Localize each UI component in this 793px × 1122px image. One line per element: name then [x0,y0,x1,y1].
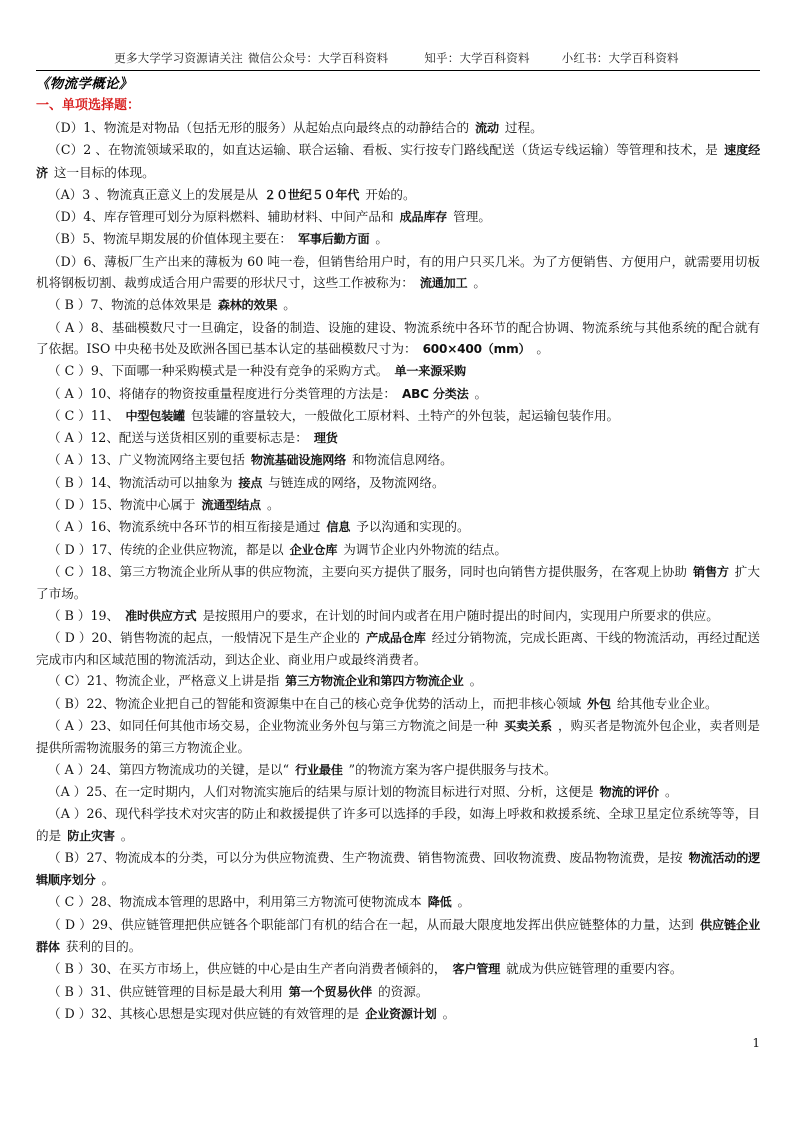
question-item [36,561,760,605]
question-number: 22、 [86,695,116,711]
question-text: 。 [536,340,549,356]
question-item [36,449,760,471]
question-text: 将储存的物资按重量程度进行分类管理的方法是： [118,385,396,401]
question-item [36,516,760,538]
question-text: 在买方市场上，供应链的中心是由生产者向消费者倾斜的， [119,961,447,977]
answer-choice: （A） [48,186,83,202]
question-number: 12、 [90,430,119,446]
question-number: 25、 [86,783,115,799]
question-text: 。 [474,385,488,401]
answer-blank-text: 行业最佳 [295,762,343,777]
answer-blank-text: 物流的评价 [599,784,659,799]
question-text: 传统的企业供应物流，都是以 [119,541,284,557]
question-number: 21、 [86,673,116,689]
answer-blank-text: 供应链企业群体 [36,917,760,954]
question-item [36,759,760,781]
answer-choice: （ A ） [48,761,91,777]
question-item [36,539,760,561]
answer-blank-text: 第三方物流企业和第四方物流企业 [285,674,464,689]
question-text: 在一定时期内，人们对物流实施后的结果与原计划的物流目标进行对照、分析，这便是 [114,783,594,799]
xiaohongshu-label: 小红书： [561,51,609,65]
question-number: 2 、 [83,142,109,158]
question-number: 29、 [91,916,121,932]
answer-choice: （C） [48,142,84,158]
question-text: 供应链管理的目标是最大利用 [119,983,283,999]
question-text: 与链连成的网络，及物流网络。 [268,474,445,490]
answer-choice: （A ） [48,806,87,822]
question-text: 供应链管理把供应链各个职能部门有机的结合在一起，从而最大限度地发挥出供应链整体的力量，达到 [120,916,694,932]
promo-line [0,50,793,66]
question-text: 这一目标的体现。 [53,164,155,180]
answer-choice: （ C ） [48,563,91,579]
question-item [36,1003,760,1025]
question-text: 和物流信息网络。 [352,452,453,468]
question-text: 物流早期发展的价值体现主要在： [103,231,292,247]
answer-blank-text: 森林的效果 [217,298,278,313]
answer-blank-text: 接点 [238,475,263,490]
answer-blank-text: 准时供应方式 [125,608,197,623]
question-number: 26、 [86,806,116,822]
question-text: 物流企业把自己的智能和资源集中在自己的核心竞争优势的活动上，而把非核心领域 [115,695,582,711]
question-text: 其核心思想是实现对供应链的有效管理的是 [119,1005,360,1021]
question-text: 第四方物流成功的关键，是以“ [118,761,290,777]
question-item [36,803,760,847]
wechat-label: 微信公众号： [247,51,319,65]
question-text: 。 [469,673,483,689]
question-text: 经过分销物流，完成长距离、干线的物流活动，再经过配送完成市内和区域范围的物流活动，到达企业、商业用户或最终消费者。 [36,629,760,668]
question-item [36,958,760,980]
question-number: 31、 [90,983,120,999]
answer-blank-text: 信息 [326,520,351,535]
question-item [36,228,760,250]
answer-choice: （ A ） [48,385,91,401]
answer-choice: （ A ） [48,452,91,468]
question-number: 3 、 [82,186,107,202]
answer-choice: （ A ） [48,430,91,446]
question-text: 物流真正意义上的发展是从 [106,186,259,202]
question-text: 物流活动可以抽象为 [119,474,233,490]
answer-choice: （ B ） [48,474,91,490]
answer-blank-text: 理货 [313,431,338,446]
question-item [36,117,760,139]
answer-choice: （ D ） [48,916,92,932]
answer-blank-text: 客户管理 [452,962,501,977]
question-text: 物流中心属于 [119,497,196,513]
question-text: 物流是对物品（包括无形的服务）从起始点向最终点的动静结合的 [103,120,470,135]
question-number: 23、 [90,718,120,734]
answer-blank-text: 600×400（mm） [422,341,531,356]
answer-choice: （A ） [48,783,87,799]
answer-blank-text: 流通型结点 [201,498,261,513]
question-number: 10、 [90,385,119,401]
header-divider [36,70,760,71]
answer-choice: （ B ） [48,961,91,977]
question-item [36,494,760,516]
question-item [36,206,760,228]
answer-blank-text: 企业资源计划 [365,1006,437,1021]
question-text: 予以沟通和实现的。 [356,519,470,535]
answer-blank-text: 外包 [587,696,611,711]
answer-choice: （ D ） [48,1005,92,1021]
question-number: 24、 [90,761,119,777]
question-number: 9、 [90,363,112,379]
answer-blank-text: 防止灾害 [67,828,115,843]
document-body [36,74,760,1025]
question-text: 扩大了市场。 [36,563,761,602]
answer-choice: （ C ） [48,363,91,379]
question-text: 配送与送货相区别的重要标志是： [118,430,308,446]
question-text: 。 [442,1005,456,1021]
question-item [36,627,760,671]
section-heading: 一、单项选择题： [36,98,141,113]
answer-blank-text: 速度经济 [36,143,761,180]
question-text: 给其他专业企业。 [616,695,718,711]
question-item [36,294,760,316]
answer-choice: （ C ） [48,407,91,423]
question-text: 物流系统中各环节的相互衔接是通过 [118,519,321,535]
answer-choice: （ D ） [48,497,92,513]
wechat-value: 大学百科资料 [318,51,389,65]
question-text: 是按照用户的要求，在计划的时间内或者在用户随时提出的时间内，实现用户所要求的供应。 [202,607,719,623]
question-text: 。 [473,275,486,291]
question-item [36,981,760,1003]
answer-choice: （ A ） [48,319,91,335]
question-number: 28、 [90,894,120,910]
question-number: 4、 [83,209,104,225]
question-text: 物流的总体效果是 [111,297,212,313]
question-number: 11、 [90,407,120,423]
answer-choice: （ D ） [48,541,92,557]
question-text: 广义物流网络主要包括 [118,452,245,468]
question-text: 。 [120,827,134,843]
question-item [36,847,760,892]
question-text: 包装罐的容量较大，一般做化工原材料、土特产的外包装，起运输包装作用。 [190,407,620,423]
answer-choice: （ B） [48,849,87,865]
answer-choice: （B） [48,231,83,247]
question-item [36,891,760,913]
question-text: 。 [101,872,115,888]
question-text: 开始的。 [365,186,416,202]
answer-choice: （ B ） [48,297,91,313]
question-number: 27、 [86,849,116,865]
question-number: 30、 [90,961,120,977]
question-number: 19、 [90,607,120,623]
answer-choice: （ C） [48,673,87,689]
answer-blank-text: 流通加工 [419,276,468,291]
answer-choice: （ B） [48,695,87,711]
question-list [36,117,760,1025]
answer-blank-text: 物流基础设施网络 [250,453,347,468]
question-item [36,693,760,715]
zhihu-value: 大学百科资料 [459,51,530,65]
question-text: 。 [266,497,280,513]
question-text: 获利的目的。 [65,938,142,954]
answer-blank-text: 企业仓库 [289,542,338,557]
question-text: 管理。 [453,209,491,225]
question-item [36,427,760,449]
question-text: 库存管理可划分为原料燃料、辅助材料、中间产品和 [103,209,394,225]
answer-blank-text: 第一个贸易伙伴 [288,984,373,999]
question-item [36,715,760,759]
question-number: 1、 [83,120,104,135]
question-text: ”的物流方案为客户提供服务与技术。 [348,761,557,777]
question-text: 下面哪一种采购模式是一种没有竞争的采购方式。 [111,363,389,379]
question-text: 就成为供应链管理的重要内容。 [506,961,683,977]
question-item [36,405,760,427]
question-number: 32、 [91,1005,120,1021]
answer-blank-text: ABC 分类法 [401,386,469,401]
question-text: 现代科学技术对灾害的防止和救援提供了许多可以选择的手段，如海上呼救和救援系统、全球卫星定位系统等等，目的是 [36,806,760,843]
answer-blank-text: 买卖关系 [504,719,552,734]
question-item [36,360,760,382]
question-item [36,670,760,692]
answer-blank-text: ２０世纪５０年代 [264,187,360,202]
answer-blank-text: 产成品仓库 [366,630,426,645]
question-item [36,317,760,361]
question-number: 20、 [91,629,121,645]
question-item [36,605,760,627]
question-text: 物流成本的分类，可以分为供应物流费、生产物流费、销售物流费、回收物流费、废品物物流费，是按 [115,849,683,865]
question-number: 17、 [91,541,120,557]
question-number: 16、 [90,519,119,535]
page-title: 《物流学概论》 [36,76,133,92]
answer-blank-text: 降低 [427,895,452,910]
header-banner [0,0,793,71]
question-item [36,781,760,803]
answer-choice: （D） [48,209,84,225]
question-item [36,184,760,206]
question-number: 15、 [91,497,120,513]
question-text: 。 [375,231,388,247]
question-number: 13、 [90,452,119,468]
answer-choice: （ B ） [48,607,91,623]
xiaohongshu-value: 大学百科资料 [608,51,679,65]
answer-choice: （ D ） [48,629,92,645]
question-text: 薄板厂生产出来的薄板为 60 吨一卷，但销售给用户时，有的用户只买几米。为了方便销售、方便用户，就需要用切板机将钢板切割、裁剪成适合用户需要的形状尺寸，这些工作被称为： [36,253,760,291]
question-text: 销售物流的起点，一般情况下是生产企业的 [120,629,361,645]
answer-blank-text: 销售方 [693,564,729,579]
question-item [36,139,760,184]
question-text: 如同任何其他市场交易，企业物流业务外包与第三方物流之间是一种 [119,718,499,734]
question-text: 基础模数尺寸一旦确定，设备的制造、设施的建设、物流系统中各环节的配合协调、物流系统与其他系统的配合就有了依据。ISO 中央秘书处及欧洲各国已基本认定的基础模数尺寸为： [36,319,761,356]
question-number: 5、 [82,231,104,247]
question-text: 在物流领域采取的，如直达运输、联合运输、看板、实行按专门路线配送（货运专线运输）等管理和技术，是 [108,142,718,158]
answer-choice: （ B ） [48,983,91,999]
question-text: ，购买者是物流外包企业，卖者则是提供所需物流服务的第三方物流企业。 [36,718,761,756]
question-text: 物流企业，严格意义上讲是指 [115,673,280,689]
answer-blank-text: 流动 [475,121,499,135]
question-text: 。 [664,783,678,799]
question-number: 7、 [90,297,112,313]
answer-choice: （D） [48,253,84,269]
answer-choice: （ A ） [48,519,91,535]
answer-blank-text: 成品库存 [399,210,448,225]
question-text: 。 [283,297,296,313]
question-item [36,914,760,959]
promo-prefix: 更多大学学习资源请关注 [114,51,243,65]
question-text: 第三方物流企业所从事的供应物流，主要向买方提供了服务，同时也向销售方提供服务，在客观上协助 [119,563,688,579]
answer-choice: （D） [48,120,84,135]
answer-blank-text: 中型包装罐 [125,408,185,423]
question-number: 18、 [90,563,120,579]
answer-blank-text: 军事后勤方面 [297,232,370,247]
answer-choice: （ A ） [48,718,91,734]
question-number: 6、 [83,253,105,269]
question-number: 8、 [90,319,112,335]
question-item [36,383,760,405]
question-text: 为调节企业内外物流的结点。 [343,541,507,557]
question-number: 14、 [90,474,120,490]
question-text: 的资源。 [378,983,429,999]
question-text: 。 [457,894,471,910]
answer-blank-text: 物流活动的逻辑顺序划分 [36,850,761,888]
page-number: 1 [752,1036,760,1050]
zhihu-label: 知乎： [424,51,460,65]
answer-choice: （ C ） [48,894,91,910]
question-text: 物流成本管理的思路中，利用第三方物流可使物流成本 [119,894,422,910]
question-item [36,472,760,494]
question-text: 过程。 [504,120,543,135]
question-item [36,251,760,295]
answer-blank-text: 单一来源采购 [394,364,466,379]
